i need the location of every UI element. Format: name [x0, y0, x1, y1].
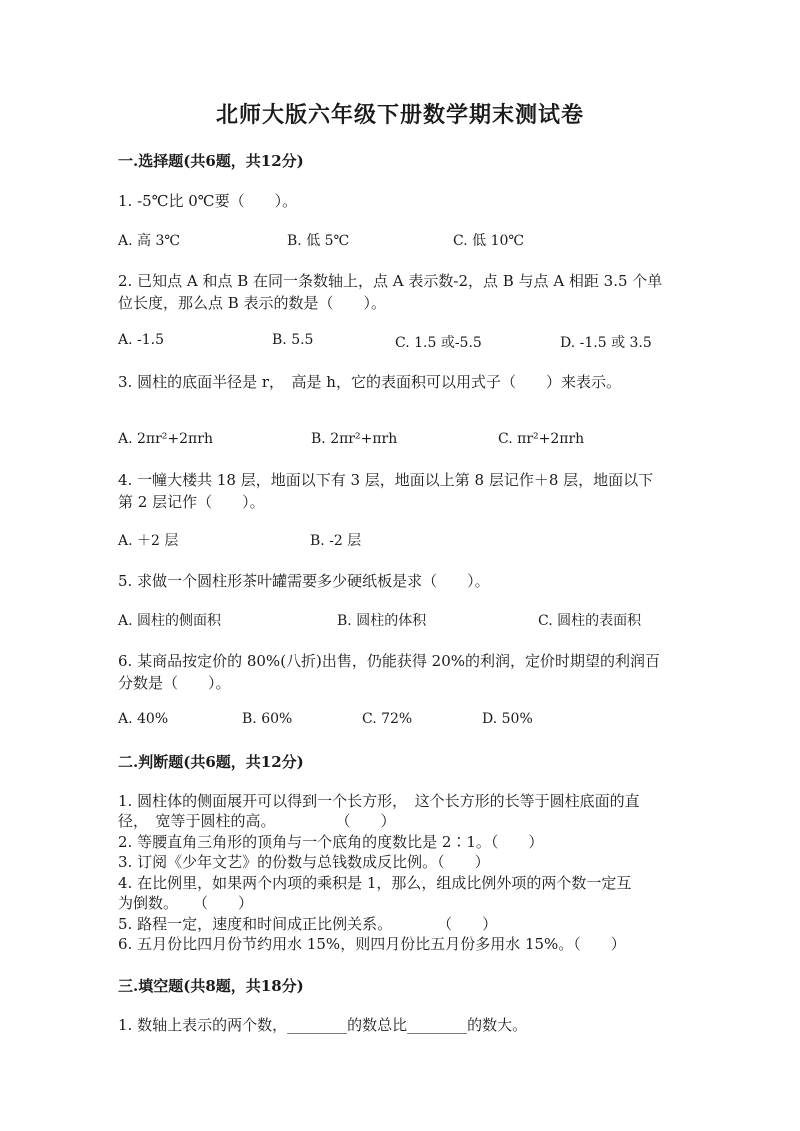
q1-option-a: A. 高 3℃: [118, 233, 181, 249]
section-1-header: 一.选择题(共6题，共12分): [118, 152, 304, 170]
tf-line: 为倒数。 （ ）: [118, 894, 254, 912]
q1-stem: 1. -5℃比 0℃要（ ）。: [118, 192, 298, 210]
section-3-header: 三.填空题(共8题，共18分): [118, 977, 304, 995]
tf-line: 5. 路程一定，速度和时间成正比例关系。 （ ）: [118, 915, 498, 933]
q5-option-a: A. 圆柱的侧面积: [118, 613, 222, 629]
q6-option-a: A. 40%: [118, 711, 169, 727]
q6-option-b: B. 60%: [242, 711, 293, 727]
q6-option-d: D. 50%: [482, 711, 533, 727]
q4-stem-line1: 4. 一幢大楼共 18 层，地面以下有 3 层，地面以上第 8 层记作＋8 层，地面以下: [118, 471, 654, 489]
fill-q1-stem: 1. 数轴上表示的两个数，________的数总比________的数大。: [118, 1016, 528, 1034]
q2-option-b: B. 5.5: [272, 332, 314, 348]
q3-option-a: A. 2πr²+2πrh: [118, 431, 213, 447]
page-title: 北师大版六年级下册数学期末测试卷: [215, 102, 584, 128]
q3-stem: 3. 圆柱的底面半径是 r， 高是 h，它的表面积可以用式子（ ）来表示。: [118, 373, 621, 391]
q5-stem: 5. 求做一个圆柱形茶叶罐需要多少硬纸板是求（ ）。: [118, 572, 490, 590]
section-2-header: 二.判断题(共6题，共12分): [118, 753, 304, 771]
q2-option-d: D. -1.5 或 3.5: [560, 335, 652, 351]
q3-option-c: C. πr²+2πrh: [498, 431, 585, 447]
q4-stem-line2: 第 2 层记作（ ）。: [118, 493, 265, 511]
tf-line: 径， 宽等于圆柱的高。 （ ）: [118, 812, 396, 830]
q4-option-b: B. -2 层: [310, 533, 362, 549]
q3-option-b: B. 2πr²+πrh: [311, 431, 398, 447]
q5-option-c: C. 圆柱的表面积: [538, 613, 642, 629]
q2-stem-line2: 位长度，那么点 B 表示的数是（ ）。: [118, 294, 387, 312]
q6-stem-line2: 分数是（ ）。: [118, 674, 231, 692]
q4-option-a: A. ＋2 层: [118, 533, 179, 549]
tf-line: 2. 等腰直角三角形的顶角与一个底角的度数比是 2∶1。（ ）: [118, 833, 544, 851]
tf-line: 1. 圆柱体的侧面展开可以得到一个长方形， 这个长方形的长等于圆柱底面的直: [118, 792, 640, 810]
q2-stem-line1: 2. 已知点 A 和点 B 在同一条数轴上，点 A 表示数-2，点 B 与点 A 相距 3.5 个单: [118, 272, 663, 290]
q6-stem-line1: 6. 某商品按定价的 80%(八折)出售，仍能获得 20%的利润，定价时期望的利润百: [118, 652, 661, 670]
q6-option-c: C. 72%: [362, 711, 413, 727]
tf-line: 6. 五月份比四月份节约用水 15%，则四月份比五月份多用水 15%。（ ）: [118, 935, 626, 953]
q5-option-b: B. 圆柱的体积: [337, 613, 427, 629]
q1-option-c: C. 低 10℃: [453, 233, 525, 249]
tf-line: 3. 订阅《少年文艺》的份数与总钱数成反比例。（ ）: [118, 853, 490, 871]
q2-option-c: C. 1.5 或-5.5: [395, 335, 482, 351]
q2-option-a: A. -1.5: [118, 332, 165, 348]
q1-option-b: B. 低 5℃: [287, 233, 350, 249]
tf-line: 4. 在比例里，如果两个内项的乘积是 1，那么，组成比例外项的两个数一定互: [118, 874, 632, 892]
